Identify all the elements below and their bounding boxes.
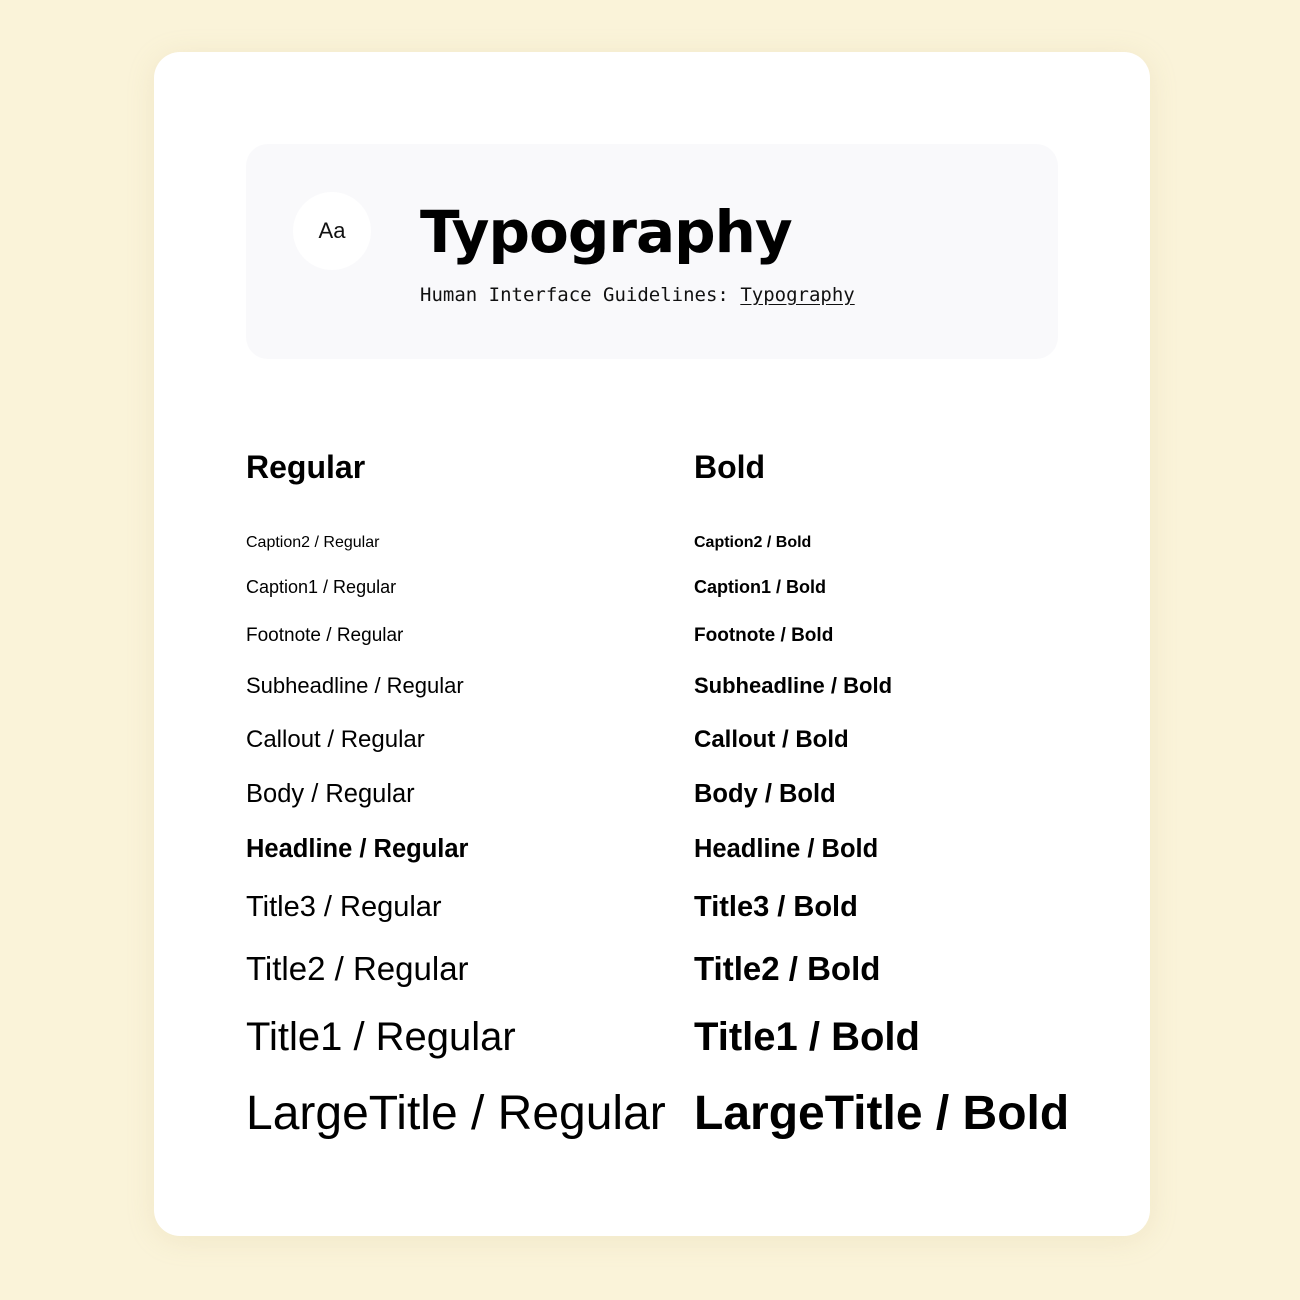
regular-heading: Regular (246, 449, 366, 485)
largetitle-regular-sample: LargeTitle / Regular (246, 1087, 666, 1140)
body-regular-sample: Body / Regular (246, 780, 415, 808)
title3-regular-sample: Title3 / Regular (246, 891, 442, 923)
caption2-bold-sample: Caption2 / Bold (694, 534, 812, 551)
title1-bold-sample: Title1 / Bold (694, 1015, 920, 1059)
subtitle-prefix: Human Interface Guidelines: (420, 284, 729, 306)
header-panel (246, 144, 1058, 359)
title2-regular-sample: Title2 / Regular (246, 950, 469, 987)
largetitle-bold-sample: LargeTitle / Bold (694, 1087, 1070, 1140)
typography-aa-icon: Aa (293, 192, 371, 270)
callout-bold-sample: Callout / Bold (694, 726, 849, 753)
callout-regular-sample: Callout / Regular (246, 726, 425, 753)
footnote-regular-sample: Footnote / Regular (246, 625, 404, 646)
title1-regular-sample: Title1 / Regular (246, 1015, 516, 1059)
typography-card (154, 52, 1150, 1236)
subtitle (420, 283, 855, 307)
footnote-bold-sample: Footnote / Bold (694, 625, 834, 646)
page-title: Typography (420, 198, 792, 266)
subheadline-bold-sample: Subheadline / Bold (694, 673, 893, 698)
bold-heading: Bold (694, 449, 766, 485)
caption2-regular-sample: Caption2 / Regular (246, 534, 380, 551)
title3-bold-sample: Title3 / Bold (694, 891, 858, 923)
caption1-bold-sample: Caption1 / Bold (694, 577, 826, 597)
headline-regular-sample: Headline / Regular (246, 835, 469, 863)
body-bold-sample: Body / Bold (694, 780, 836, 808)
subheadline-regular-sample: Subheadline / Regular (246, 673, 464, 698)
caption1-regular-sample: Caption1 / Regular (246, 577, 397, 597)
headline-bold-sample: Headline / Bold (694, 835, 879, 863)
typography-guidelines-link[interactable]: Typography (740, 284, 855, 306)
title2-bold-sample: Title2 / Bold (694, 950, 881, 987)
